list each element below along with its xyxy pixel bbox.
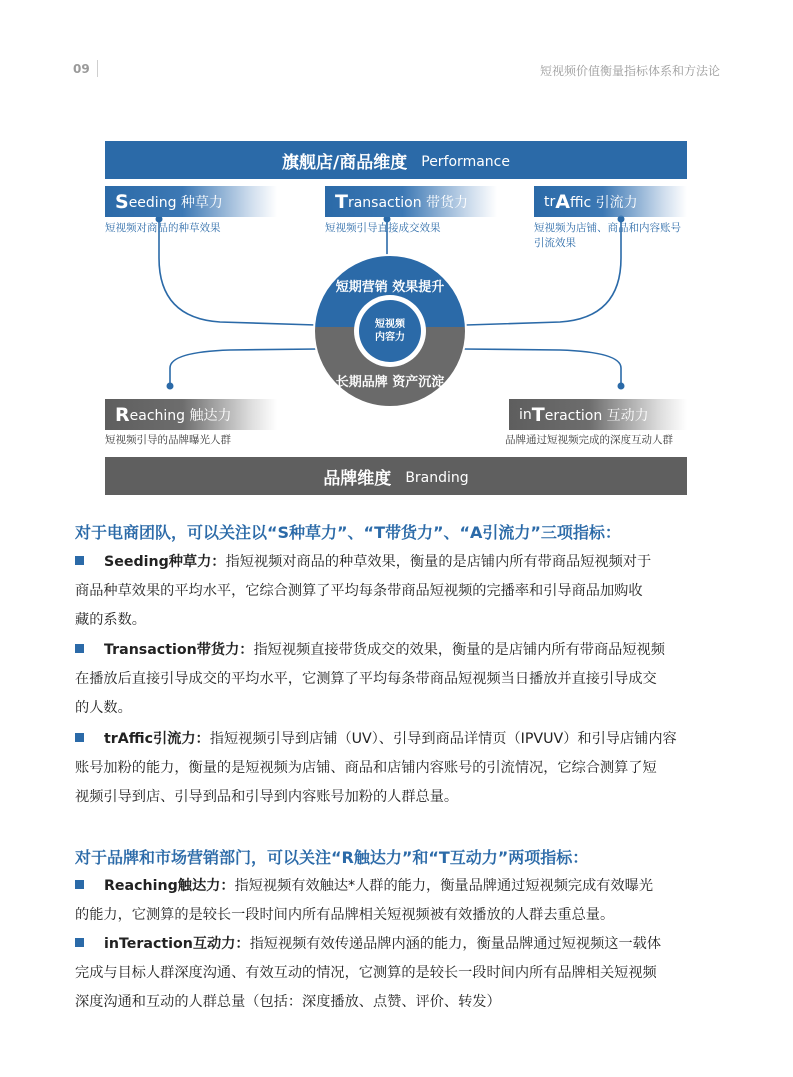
para-line-text: 指短视频对商品的种草效果，衡量的是店铺内所有带商品短视频对于	[225, 554, 652, 570]
branding-bar	[105, 457, 687, 495]
branding-subtitle: Branding	[405, 469, 469, 486]
section1-item-transaction	[75, 636, 720, 723]
transaction-label: ransaction 带货力	[347, 194, 469, 211]
pill-traffic	[534, 186, 687, 217]
traffic-label: ffic 引流力	[569, 194, 638, 211]
circle-bottom-text: 长期品牌 资产沉淀	[335, 375, 445, 390]
section2-item-interaction	[75, 930, 720, 1017]
circle-center-text	[360, 318, 420, 344]
para-line: 藏的系数。	[75, 612, 146, 628]
para-line: 的人数。	[75, 700, 132, 716]
para-line-text: 指短视频直接带货成交的效果，衡量的是店铺内所有带商品短视频	[253, 642, 665, 658]
bullet-square-icon	[75, 644, 84, 653]
para-line: 深度沟通和互动的人群总量（包括：深度播放、点赞、评价、转发）	[75, 994, 501, 1010]
reaching-desc: 短视频引导的品牌曝光人群	[105, 434, 231, 446]
pill-reaching	[105, 399, 277, 430]
para-line	[75, 636, 720, 665]
para-line	[75, 725, 720, 754]
reaching-label: eaching 触达力	[129, 407, 232, 424]
branding-title: 品牌维度	[323, 468, 392, 489]
circle-center-line2: 内容力	[375, 332, 405, 343]
para-line: 商品种草效果的平均水平，它综合测算了平均每条带商品短视频的完播率和引导商品加购收	[75, 583, 643, 599]
bullet-square-icon	[75, 880, 84, 889]
term-traffic: trAffic引流力：	[104, 731, 210, 747]
para-line-text: 指短视频有效传递品牌内涵的能力，衡量品牌通过短视频这一载体	[249, 936, 662, 952]
term-seeding: Seeding种草力：	[104, 554, 226, 570]
seeding-desc: 短视频对商品的种草效果	[105, 222, 221, 234]
para-line	[75, 548, 720, 577]
term-reaching: Reaching触达力：	[104, 878, 235, 894]
section1-item-seeding	[75, 548, 720, 635]
section1-item-traffic	[75, 725, 720, 812]
dot-reaching	[167, 383, 174, 390]
bullet-square-icon	[75, 733, 84, 742]
circle-top-text: 短期营销 效果提升	[335, 280, 445, 295]
connector-interaction	[462, 349, 621, 386]
section1-heading: 对于电商团队，可以关注以“S种草力”、“T带货力”、“A引流力”三项指标：	[75, 523, 621, 542]
pill-transaction	[325, 186, 497, 217]
interaction-initial: T	[531, 403, 545, 426]
interaction-prefix: in	[519, 406, 532, 423]
bullet-square-icon	[75, 938, 84, 947]
section2-heading: 对于品牌和市场营销部门，可以关注“R触达力”和“T互动力”两项指标：	[75, 848, 589, 867]
transaction-initial: T	[335, 190, 348, 213]
para-line: 在播放后直接引导成交的平均水平，它测算了平均每条带商品短视频当日播放并直接引导成交	[75, 671, 657, 687]
pill-seeding	[105, 186, 277, 217]
seeding-label: eeding 种草力	[128, 194, 223, 211]
reaching-initial: R	[115, 403, 130, 426]
connector-reaching	[170, 349, 318, 386]
performance-title: 旗舰店/商品维度	[282, 152, 408, 173]
para-line: 账号加粉的能力，衡量的是短视频为店铺、商品和店铺内容账号的引流情况，它综合测算了短	[75, 760, 657, 776]
bullet-square-icon	[75, 556, 84, 565]
traffic-desc	[534, 221, 681, 251]
para-line	[75, 872, 720, 901]
pill-interaction	[509, 399, 687, 430]
interaction-label: eraction 互动力	[544, 407, 649, 424]
para-line: 的能力，它测算的是较长一段时间内所有品牌相关短视频被有效播放的人群去重总量。	[75, 907, 615, 923]
traffic-initial: A	[555, 190, 570, 213]
traffic-desc-line2: 引流效果	[534, 237, 576, 249]
performance-subtitle: Performance	[421, 153, 510, 170]
page-number: 09	[73, 62, 90, 76]
document-title: 短视频价值衡量指标体系和方法论	[539, 64, 720, 78]
para-line: 视频引导到店、引导到品和引导到内容账号加粉的人群总量。	[75, 789, 459, 805]
seeding-initial: S	[115, 190, 129, 213]
term-transaction: Transaction带货力：	[104, 642, 254, 658]
term-interaction: inTeraction互动力：	[104, 936, 250, 952]
section2-item-reaching	[75, 872, 720, 930]
traffic-desc-line1: 短视频为店铺、商品和内容账号	[534, 222, 681, 234]
dot-interaction	[618, 383, 625, 390]
transaction-desc: 短视频引导直接成交效果	[325, 222, 441, 234]
para-line: 完成与目标人群深度沟通、有效互动的情况，它测算的是较长一段时间内所有品牌相关短视频	[75, 965, 657, 981]
circle-center-line1: 短视频	[375, 319, 405, 330]
para-line	[75, 930, 720, 959]
performance-bar	[105, 141, 687, 179]
para-line-text: 指短视频有效触达*人群的能力，衡量品牌通过短视频完成有效曝光	[234, 878, 654, 894]
para-line-text: 指短视频引导到店铺（UV）、引导到商品详情页（IPVUV）和引导店铺内容	[209, 731, 677, 747]
traffic-prefix: tr	[544, 193, 556, 210]
interaction-desc: 品牌通过短视频完成的深度互动人群	[505, 434, 673, 446]
